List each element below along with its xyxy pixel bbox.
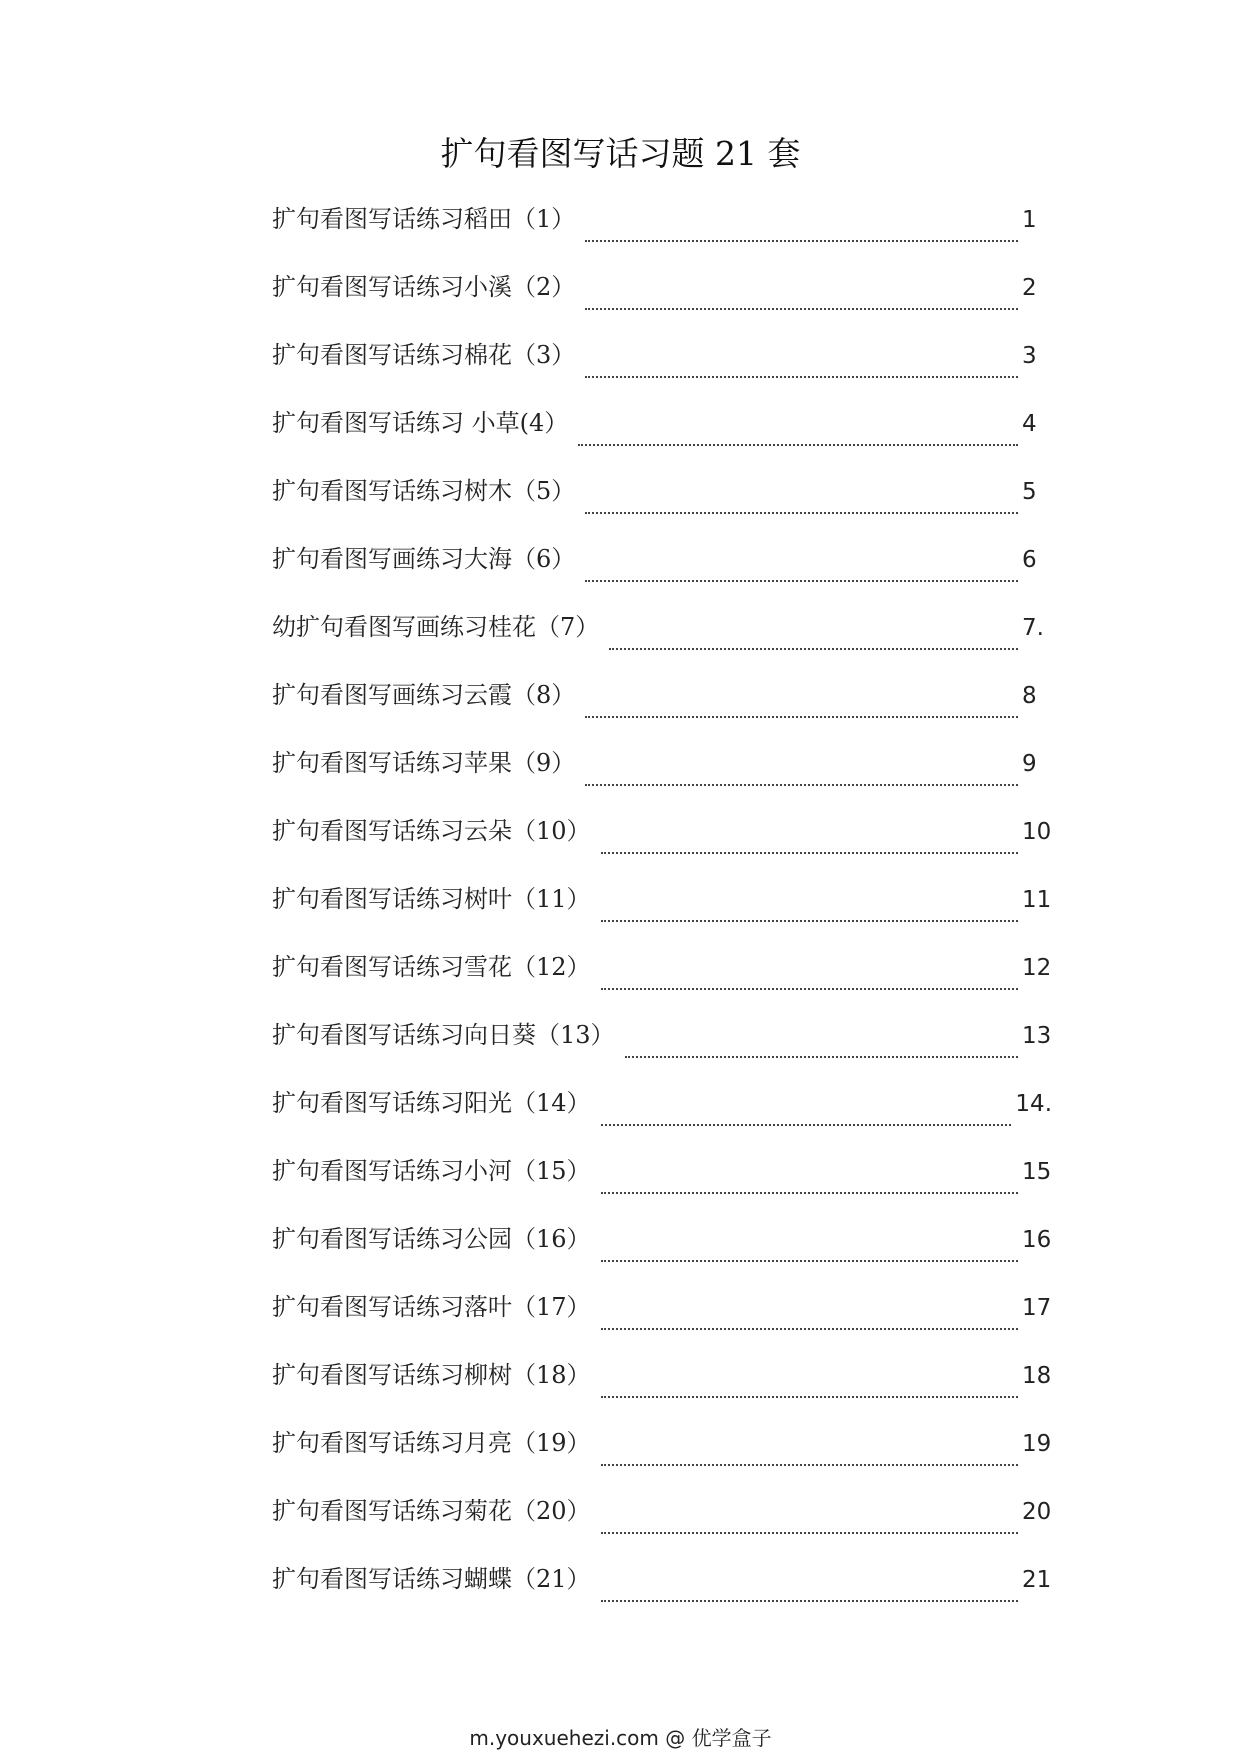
- toc-page-number: 13: [1022, 1023, 1052, 1049]
- toc-entry-label: 扩句看图写画练习云霞（8）: [272, 681, 576, 709]
- toc-entry[interactable]: [272, 1150, 1052, 1218]
- toc-entry[interactable]: [272, 742, 1052, 810]
- toc-entry-label: 扩句看图写话练习柳树（18）: [272, 1361, 591, 1389]
- toc-entry[interactable]: [272, 810, 1052, 878]
- toc-entry-label: 扩句看图写话练习棉花（3）: [272, 341, 576, 369]
- toc-dot-leader: [585, 239, 1018, 242]
- toc-entry-label: 扩句看图写话练习菊花（20）: [272, 1497, 591, 1525]
- toc-entry[interactable]: [272, 674, 1052, 742]
- toc-page-number: 19: [1022, 1431, 1052, 1457]
- toc-page-number: 6: [1022, 547, 1037, 573]
- toc-dot-leader: [585, 307, 1018, 310]
- toc-dot-leader: [625, 1055, 1018, 1058]
- toc-entry-label: 扩句看图写话练习蝴蝶（21）: [272, 1565, 591, 1593]
- toc-entry[interactable]: [272, 334, 1052, 402]
- toc-entry[interactable]: [272, 402, 1052, 470]
- toc-dot-leader: [601, 1327, 1018, 1330]
- toc-entry-label: 扩句看图写话练习落叶（17）: [272, 1293, 591, 1321]
- toc-entry-label: 扩句看图写话练习雪花（12）: [272, 953, 591, 981]
- toc-dot-leader: [585, 783, 1018, 786]
- toc-entry-label: 扩句看图写话练习月亮（19）: [272, 1429, 591, 1457]
- toc-entry-label: 扩句看图写话练习云朵（10）: [272, 817, 591, 845]
- toc-dot-leader: [601, 1463, 1018, 1466]
- toc-entry[interactable]: [272, 538, 1052, 606]
- toc-dot-leader: [601, 1123, 1012, 1126]
- toc-dot-leader: [601, 1531, 1018, 1534]
- toc-entry-label: 扩句看图写话练习向日葵（13）: [272, 1021, 615, 1049]
- toc-page-number: 1: [1022, 207, 1037, 233]
- toc-page-number: 3: [1022, 343, 1037, 369]
- toc-entry-label: 扩句看图写话练习 小草(4）: [272, 409, 569, 437]
- toc-page-number: 21: [1022, 1567, 1052, 1593]
- toc-entry[interactable]: [272, 946, 1052, 1014]
- toc-dot-leader: [601, 1191, 1018, 1194]
- toc-dot-leader: [578, 443, 1018, 446]
- toc-entry-label: 扩句看图写话练习树叶（11）: [272, 885, 591, 913]
- toc-entry[interactable]: [272, 1558, 1052, 1626]
- toc-dot-leader: [585, 375, 1018, 378]
- toc-page-number: 16: [1022, 1227, 1052, 1253]
- toc-entry-label: 扩句看图写话练习小河（15）: [272, 1157, 591, 1185]
- toc-page-number: 14.: [1015, 1091, 1052, 1117]
- toc-page-number: 10: [1022, 819, 1052, 845]
- toc-entry[interactable]: [272, 878, 1052, 946]
- toc-entry-label: 扩句看图写画练习大海（6）: [272, 545, 576, 573]
- toc-entry[interactable]: [272, 1082, 1052, 1150]
- toc-entry[interactable]: [272, 1286, 1052, 1354]
- toc-dot-leader: [585, 579, 1018, 582]
- toc-dot-leader: [601, 851, 1018, 854]
- toc-dot-leader: [601, 1599, 1018, 1602]
- toc-entry-label: 扩句看图写话练习树木（5）: [272, 477, 576, 505]
- toc-entry-label: 扩句看图写话练习阳光（14）: [272, 1089, 591, 1117]
- toc-entry[interactable]: [272, 470, 1052, 538]
- toc-page-number: 9: [1022, 751, 1037, 777]
- toc-page-number: 2: [1022, 275, 1037, 301]
- toc-page-number: 12: [1022, 955, 1052, 981]
- toc-page-number: 5: [1022, 479, 1037, 505]
- toc-entry[interactable]: [272, 198, 1052, 266]
- footer-watermark: m.youxuehezi.com @ 优学盒子: [469, 1726, 772, 1750]
- toc-dot-leader: [609, 647, 1018, 650]
- toc-dot-leader: [601, 919, 1018, 922]
- toc-entry-label: 扩句看图写话练习稻田（1）: [272, 205, 576, 233]
- toc-page-number: 8: [1022, 683, 1037, 709]
- toc-page-number: 15: [1022, 1159, 1052, 1185]
- toc-page-number: 18: [1022, 1363, 1052, 1389]
- toc-page-number: 20: [1022, 1499, 1052, 1525]
- table-of-contents: [272, 198, 1052, 1626]
- toc-page-number: 17: [1022, 1295, 1052, 1321]
- toc-dot-leader: [585, 715, 1018, 718]
- toc-page-number: 11: [1022, 887, 1052, 913]
- toc-page-number: 7.: [1022, 615, 1044, 641]
- toc-entry-label: 扩句看图写话练习小溪（2）: [272, 273, 576, 301]
- toc-dot-leader: [601, 987, 1018, 990]
- toc-entry[interactable]: [272, 606, 1052, 674]
- toc-entry[interactable]: [272, 1354, 1052, 1422]
- toc-entry-label: 扩句看图写话练习公园（16）: [272, 1225, 591, 1253]
- toc-entry[interactable]: [272, 266, 1052, 334]
- toc-dot-leader: [601, 1259, 1018, 1262]
- toc-entry[interactable]: [272, 1422, 1052, 1490]
- toc-dot-leader: [585, 511, 1018, 514]
- toc-entry[interactable]: [272, 1218, 1052, 1286]
- toc-entry[interactable]: [272, 1014, 1052, 1082]
- toc-entry-label: 扩句看图写话练习苹果（9）: [272, 749, 576, 777]
- toc-entry-label: 幼扩句看图写画练习桂花（7）: [272, 613, 600, 641]
- toc-entry[interactable]: [272, 1490, 1052, 1558]
- page-title: 扩句看图写话习题 21 套: [440, 134, 801, 173]
- toc-dot-leader: [601, 1395, 1018, 1398]
- toc-page-number: 4: [1022, 411, 1037, 437]
